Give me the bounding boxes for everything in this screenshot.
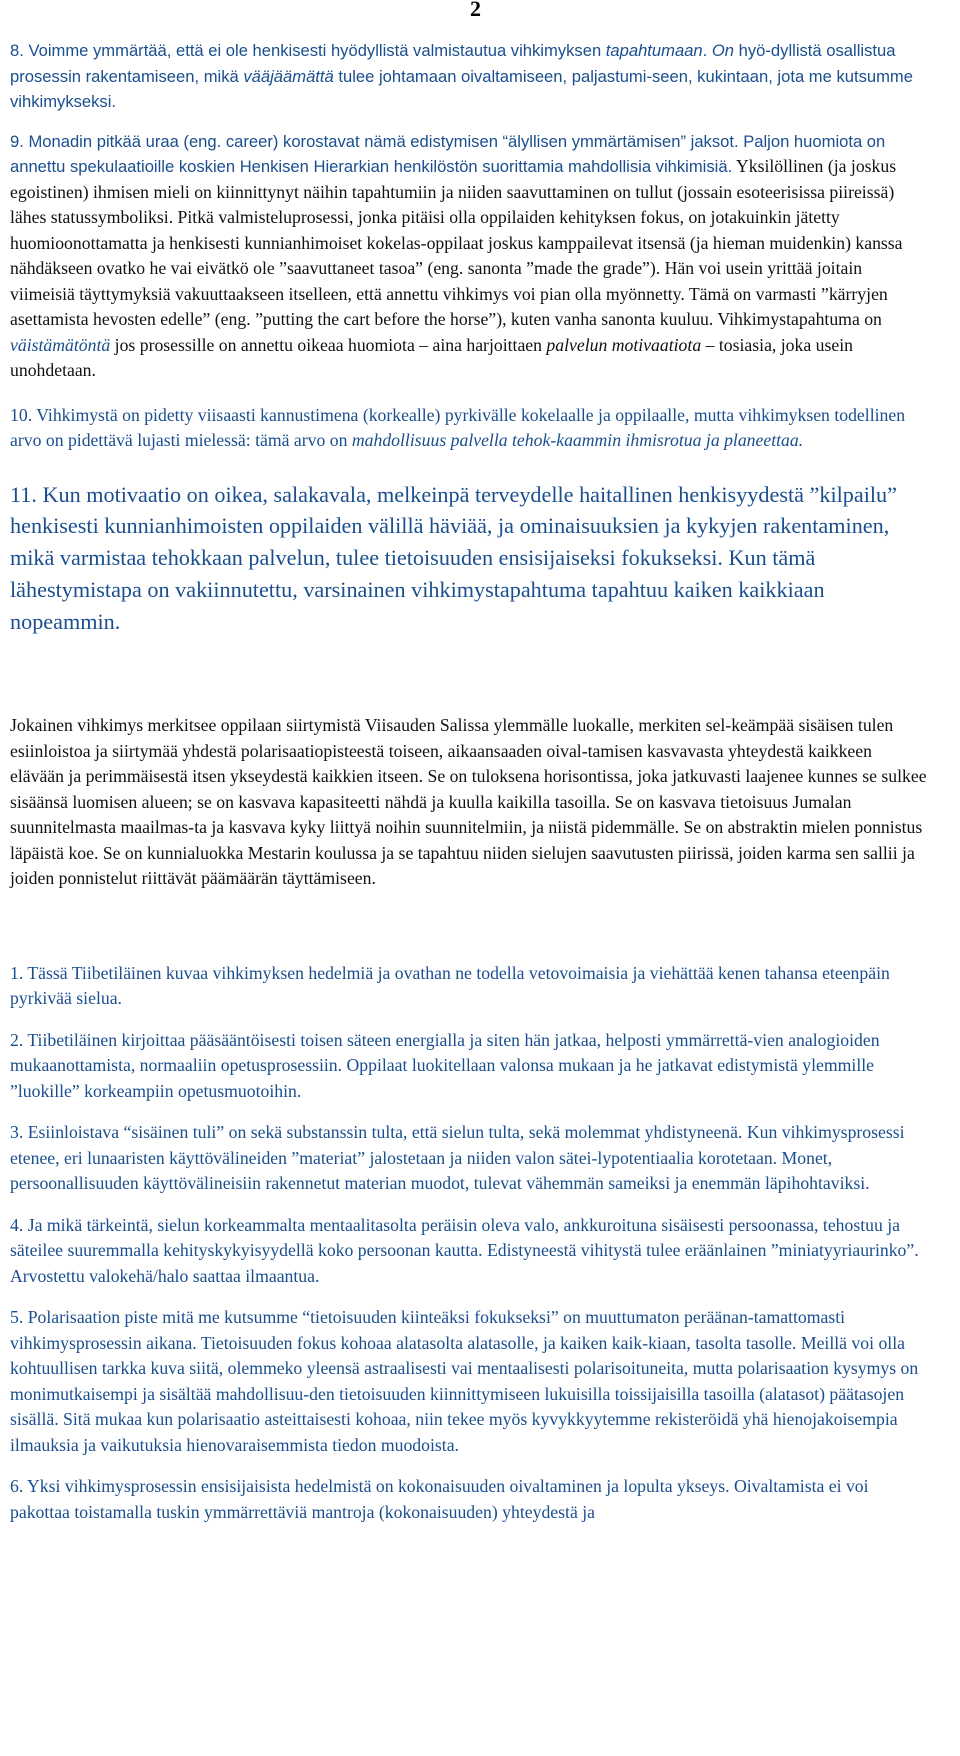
note-item-11: 11. Kun motivaatio on oikea, salakavala, melkeinpä terveydelle haitallinen henkisyydestä ”kilpailu” henkisesti kunnianhimoisten oppilaiden välillä häviää, ja ominaisuuksien ja kykyjen rakentaminen, mikä varmistaa tehokkaan palvelun, tulee tietoisuuden ensisijaiseksi fokukseksi. Kun tämä lähestymistapa on vakiinnutettu, varsinainen vihkimystapahtuma tapahtuu kaiken kaikkiaan nopeammin. bbox=[10, 481, 898, 634]
note-item-10 bbox=[10, 403, 928, 454]
item9-emphasis-c: väistämätöntä bbox=[10, 334, 111, 355]
footnote-2: 2. Tiibetiläinen kirjoittaa pääsääntöisesti toisen säteen energialla ja siten hän jatkaa, helposti ymmärrettä-vien analogioiden mukaanottamista, normaaliin opetusprosessiin. Oppilaat luokitellaan valonsa mukaan ja he jatkavat edistymistä ylemmille ”luokille” korkeampiin opetusmuotoihin. bbox=[10, 1029, 880, 1101]
item9-emphasis-e: palvelun motivaatiota bbox=[546, 334, 702, 355]
item8-text-a: 8. Voimme ymmärtää, että ei ole henkisesti hyödyllistä valmistautua vihkimyksen bbox=[10, 41, 606, 60]
item8-emphasis-b: tapahtumaan bbox=[605, 41, 703, 60]
footnote-5: 5. Polarisaation piste mitä me kutsumme “tietoisuuden kiinteäksi fokukseksi” on muuttumaton peräänan-tamattomasti vihkimysprosessin aikana. Tietoisuuden fokus kohoaa alatasolta alatasolle, ja kaiken kaik-kiaan, tasolta tasolle. Meillä voi olla kohtuullisen tarkka kuva siitä, olemmeko yleensä astraalisesti vai mentaalisesti polarisoituneita, mutta polarisaation kysymys on monimutkaisempi ja sisältää mahdollisuu-den tietoisuuden kiinnittymiseen lukuisilla toissijaisilla tasoilla (alatasot) päätasojen sisällä. Sitä mukaa kun polarisaatio asteittaisesti kohoaa, niin tekee myös kyvykkyytemme rekisteröidä yhä hienojakoisempia ilmauksia ja vaikutuksia hienovaraisemmista tiedon muodoista. bbox=[10, 1307, 919, 1455]
item10-text-a: 10. Vihkimystä on pidetty viisaasti kannustimena (korkealle) pyrkivälle kokelaalle ja oppilaalle, mutta vihkimyksen todellinen arvo on pidettävä lujasti mielessä: tämä arvo on bbox=[10, 404, 906, 450]
page-number: 2 bbox=[470, 0, 481, 21]
footnote-1: 1. Tässä Tiibetiläinen kuvaa vihkimyksen hedelmiä ja ovathan ne todella vetovoimaisia ja viehättää kenen tahansa eteenpäin pyrkivää sielua. bbox=[10, 962, 890, 1009]
footnote-6: 6. Yksi vihkimysprosessin ensisijaisista hedelmistä on kokonaisuuden oivaltaminen ja lopulta ykseys. Oivaltamista ei voi pakottaa toistamalla tuskin ymmärrettäviä mantroja (kokonaisuuden) yhteydestä ja bbox=[10, 1476, 869, 1522]
item8-text-g: tulee johtamaan oivaltamiseen, paljastumi-seen, kukintaan, jota me kutsumme vihkimykseksi. bbox=[10, 66, 913, 111]
note-item-8 bbox=[10, 38, 928, 115]
item9-sans-text: 9. Monadin pitkää uraa (eng. career) korostavat nämä edistymisen “älyllisen ymmärtämisen” jaksot. Paljon huomiota on annettu spekulaatioille koskien Henkisen Hierarkian henkilöstön suorittamia mahdollisia vihkimisiä. bbox=[10, 131, 886, 176]
footnote-3: 3. Esiinloistava “sisäinen tuli” on sekä substanssin tulta, että sielun tulta, sekä molemmat yhdistyneenä. Kun vihkimysprosessi etenee, eri lunaaristen käyttövälineiden ”materiat” jalostetaan ja niiden valon sätei-lypotentiaalia korotetaan. Monet, persoonallisuuden käyttövälineisiin rakennetut materian muodot, tulevat vähemmän sameiksi ja enemmän läpihohtaviksi. bbox=[10, 1122, 905, 1194]
page-content bbox=[10, 38, 928, 1525]
main-paragraph: Jokainen vihkimys merkitsee oppilaan siirtymistä Viisauden Salissa ylemmälle luokalle, merkiten sel-keämpää sisäisen tulen esiinloistoa ja siirtymää yhdestä polarisaatiopisteestä toiseen, aikaansaaden oival-tamisen kasvavasta yhteydestä kaikkeen elävään ja perimmäisestä itsen ykseydestä kaikkien itseen. Se on tuloksena horisontissa, joka jatkuvasti laajenee kunnes se sulkee sisäänsä luomisen alueen; se on kasvava kapasiteetti nähdä ja kuulla kaikilla tasoilla. Se on kasvava tietoisuus Jumalan suunnitelmasta maailmas-ta ja kasvava kyky liittyä noihin suunnitelmiin, ja niistä pidemmälle. Se on abstraktin mielen ponnistus läpäistä koe. Se on kunnialuokka Mestarin koulussa ja se tapahtuu niiden sielujen saavutusten piirissä, joiden karma sen sallii ja joiden ponnistelut riittävät päämäärän täyttämiseen. bbox=[10, 715, 927, 889]
item9-text-f: – tosiasia, joka usein unohdetaan. bbox=[10, 334, 853, 380]
item9-text-b: Yksilöllinen (ja joskus egoistinen) ihmisen mieli on kiinnittynyt näihin tapahtumiin ja niiden saavuttaminen on tullut (jossain esoteerisissa piireissä) lähes statussymboliksi. Pitkä valmisteluprosessi, jonka pitäisi olla oppilaiden kehityksen fokus, on jotakuinkin jätetty huomioonottamatta ja henkisesti kunnianhimoiset kokelas-oppilaat joskus kamppailevat itsensä (ja hieman muidenkin) kanssa nähdäkseen ovatko he vai eivätkö ole ”saavuttaneet tasoa” (eng. sanonta ”made the grade”). Hän voi usein yrittää joitain viimeisiä täyttymyksiä vakuuttaakseen itselleen, että annettu vihkimys voi pian olla myönnetty. Tämä on varmasti ”kärryjen asettamista hevosten edelle” (eng. ”putting the cart before the horse”), kuten vanha sanonta kuuluu. Vihkimystapahtuma on bbox=[10, 156, 903, 329]
item10-emphasis-b: mahdollisuus palvella tehok-kaammin ihmisrotua ja planeettaa. bbox=[351, 430, 804, 450]
item8-text-c: . bbox=[702, 41, 712, 60]
item9-text-d: jos prosessille on annettu oikeaa huomiota – aina harjoittaen bbox=[110, 334, 547, 355]
footnote-4: 4. Ja mikä tärkeintä, sielun korkeammalta mentaalitasolta peräisin oleva valo, ankkuroituna sisäisesti persoonassa, tehostuu ja säteilee suuremmalla kehityskykyisyydellä koko persoonan kautta. Edistyneestä vihitystä tulee eräänlainen ”miniatyyriaurinko”. Arvostettu valokehä/halo saattaa ilmaantua. bbox=[10, 1214, 919, 1286]
item8-text-e: hyö-dyllistä osallistua prosessin rakentamiseen, mikä bbox=[10, 41, 896, 86]
item8-emphasis-f: vääjäämättä bbox=[243, 66, 334, 86]
item8-emphasis-d: On bbox=[711, 41, 735, 60]
note-item-9 bbox=[10, 129, 928, 384]
